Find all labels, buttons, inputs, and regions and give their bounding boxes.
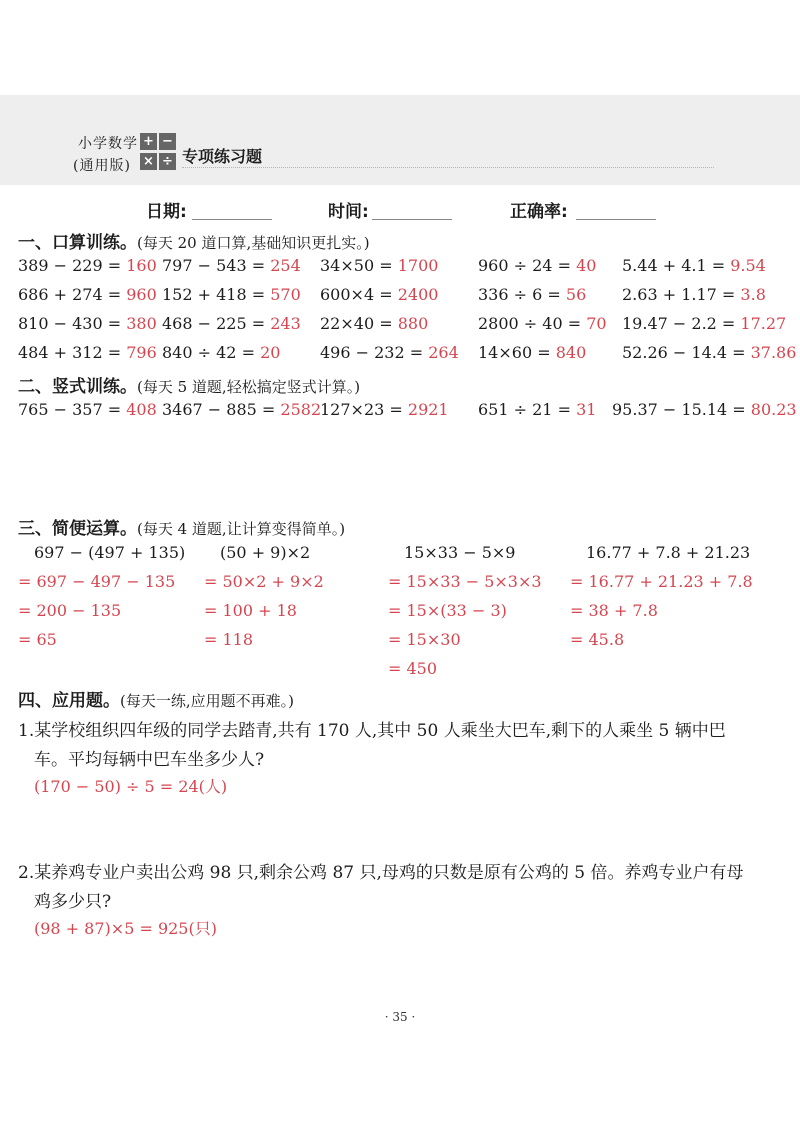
oral-item: 600×4 = 2400 — [320, 285, 439, 304]
oral-item: 19.47 − 2.2 = 17.27 — [622, 314, 787, 333]
simplify-expression: 16.77 + 7.8 + 21.23 — [586, 543, 751, 562]
simplify-step: = 50×2 + 9×2 — [204, 572, 324, 591]
word-problem-text: 1.某学校组织四年级的同学去踏青,共有 170 人,其中 50 人乘坐大巴车,剩下的人乘坐 5 辆中巴 — [18, 721, 726, 741]
simplify-step: = 697 − 497 − 135 — [18, 572, 176, 591]
section-title — [18, 514, 345, 539]
answer: 880 — [397, 314, 429, 333]
oral-item: 686 + 274 = 960 — [18, 285, 157, 304]
answer: 380 — [126, 314, 157, 333]
word-problem-text: 鸡多少只? — [34, 892, 112, 912]
answer: 70 — [586, 314, 607, 333]
answer: 3.8 — [740, 285, 766, 304]
word-problem-answer: (98 + 87)×5 = 925(只) — [34, 919, 217, 938]
oral-item: 810 − 430 = 380 — [18, 314, 157, 333]
section-note: (每天一练,应用题不再难。) — [120, 692, 294, 710]
word-problem-answer: (170 − 50) ÷ 5 = 24(人) — [34, 777, 228, 796]
header-divider — [182, 167, 714, 168]
oral-item: 840 ÷ 42 = 20 — [162, 343, 281, 362]
simplify-step: = 16.77 + 21.23 + 7.8 — [570, 572, 753, 591]
vertical-item: 3467 − 885 = 2582 — [162, 400, 322, 419]
section-heading: 三、简便运算。 — [18, 519, 137, 539]
simplify-step: = 200 − 135 — [18, 601, 122, 620]
simplify-expression: (50 + 9)×2 — [220, 543, 311, 562]
oral-item: 468 − 225 = 243 — [162, 314, 301, 333]
page-number: · 35 · — [384, 1010, 416, 1024]
series-name: 小学数学 — [78, 136, 138, 152]
section-title — [18, 372, 360, 397]
simplify-step: = 45.8 — [570, 630, 625, 649]
simplify-expression: 697 − (497 + 135) — [34, 543, 186, 562]
oral-item: 22×40 = 880 — [320, 314, 429, 333]
oral-item: 797 − 543 = 254 — [162, 256, 301, 275]
multiply-icon: × — [140, 153, 157, 170]
section-title — [18, 228, 370, 253]
vertical-item: 765 − 357 = 408 — [18, 400, 157, 419]
answer: 570 — [270, 285, 301, 304]
answer: 37.86 — [750, 343, 797, 362]
time-field[interactable] — [372, 219, 452, 220]
simplify-step: = 38 + 7.8 — [570, 601, 658, 620]
answer: 254 — [270, 256, 301, 275]
oral-item: 2.63 + 1.17 = 3.8 — [622, 285, 766, 304]
oral-item: 336 ÷ 6 = 56 — [478, 285, 587, 304]
divide-icon: ÷ — [159, 153, 176, 170]
answer: 796 — [126, 343, 157, 362]
answer: 1700 — [397, 256, 439, 275]
answer: 40 — [576, 256, 597, 275]
answer: 408 — [126, 400, 157, 419]
minus-icon: − — [159, 133, 176, 150]
vertical-item: 95.37 − 15.14 = 80.23 — [612, 400, 797, 419]
answer: 17.27 — [740, 314, 787, 333]
answer: 31 — [576, 400, 597, 419]
simplify-expression: 15×33 − 5×9 — [404, 543, 516, 562]
answer: 20 — [260, 343, 281, 362]
oral-item: 389 − 229 = 160 — [18, 256, 157, 275]
answer: 960 — [126, 285, 157, 304]
accuracy-label: 正确率: — [510, 202, 568, 222]
simplify-step: = 15×33 − 5×3×3 — [388, 572, 542, 591]
page-title: 专项练习题 — [182, 147, 263, 166]
time-label: 时间: — [328, 202, 369, 222]
oral-item: 484 + 312 = 796 — [18, 343, 157, 362]
date-field[interactable] — [192, 219, 272, 220]
section-heading: 一、口算训练。 — [18, 233, 137, 253]
oral-item: 34×50 = 1700 — [320, 256, 439, 275]
oral-item: 496 − 232 = 264 — [320, 343, 459, 362]
oral-item: 52.26 − 14.4 = 37.86 — [622, 343, 797, 362]
answer: 2582 — [280, 400, 322, 419]
answer: 80.23 — [750, 400, 797, 419]
answer: 840 — [555, 343, 587, 362]
oral-item: 5.44 + 4.1 = 9.54 — [622, 256, 766, 275]
math-operators-icon — [140, 133, 178, 173]
simplify-step: = 15×30 — [388, 630, 461, 649]
oral-item: 960 ÷ 24 = 40 — [478, 256, 597, 275]
section-heading: 二、竖式训练。 — [18, 377, 137, 397]
answer: 2921 — [407, 400, 449, 419]
word-problem-text: 车。平均每辆中巴车坐多少人? — [34, 750, 265, 770]
answer: 2400 — [397, 285, 439, 304]
vertical-item: 127×23 = 2921 — [320, 400, 449, 419]
simplify-step: = 15×(33 − 3) — [388, 601, 507, 620]
section-title — [18, 686, 294, 711]
answer: 243 — [270, 314, 301, 333]
section-note: (每天 4 道题,让计算变得简单。) — [137, 520, 346, 538]
word-problem-text: 2.某养鸡专业户卖出公鸡 98 只,剩余公鸡 87 只,母鸡的只数是原有公鸡的 5 倍。养鸡专业户有母 — [18, 863, 744, 883]
answer: 264 — [428, 343, 459, 362]
plus-icon: + — [140, 133, 157, 150]
page-top-margin — [0, 0, 800, 95]
answer: 9.54 — [730, 256, 766, 275]
section-note: (每天 5 道题,轻松搞定竖式计算。) — [137, 378, 361, 396]
accuracy-field[interactable] — [576, 219, 656, 220]
simplify-step: = 65 — [18, 630, 57, 649]
section-note: (每天 20 道口算,基础知识更扎实。) — [137, 234, 370, 252]
simplify-step: = 118 — [204, 630, 254, 649]
oral-item: 14×60 = 840 — [478, 343, 587, 362]
answer: 160 — [126, 256, 157, 275]
series-edition: (通用版) — [73, 158, 131, 174]
oral-item: 2800 ÷ 40 = 70 — [478, 314, 607, 333]
answer: 56 — [565, 285, 587, 304]
simplify-step: = 450 — [388, 659, 438, 678]
vertical-item: 651 ÷ 21 = 31 — [478, 400, 597, 419]
oral-item: 152 + 418 = 570 — [162, 285, 301, 304]
date-label: 日期: — [146, 202, 187, 222]
simplify-step: = 100 + 18 — [204, 601, 297, 620]
section-heading: 四、应用题。 — [18, 691, 120, 711]
